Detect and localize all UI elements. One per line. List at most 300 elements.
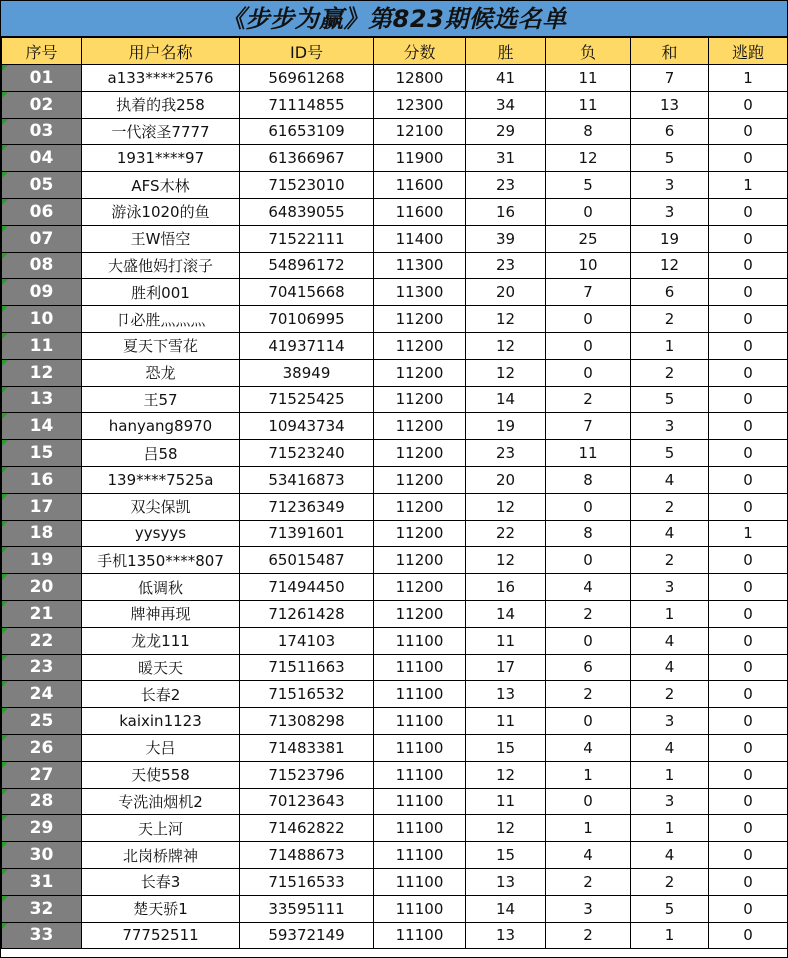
row-index: 09 <box>2 279 82 306</box>
row-index: 12 <box>2 359 82 386</box>
row-score: 11100 <box>374 708 466 735</box>
row-id: 71523240 <box>240 440 374 467</box>
row-wins: 23 <box>466 440 546 467</box>
table-row <box>2 252 788 279</box>
row-wins: 12 <box>466 493 546 520</box>
row-losses: 0 <box>546 493 631 520</box>
row-draws: 4 <box>631 654 709 681</box>
table-row <box>2 306 788 333</box>
row-score: 11100 <box>374 654 466 681</box>
row-wins: 16 <box>466 574 546 601</box>
row-index: 29 <box>2 815 82 842</box>
row-index: 18 <box>2 520 82 547</box>
row-escapes: 0 <box>709 922 788 949</box>
row-index: 16 <box>2 466 82 493</box>
row-id: 64839055 <box>240 198 374 225</box>
row-draws: 5 <box>631 386 709 413</box>
row-draws: 5 <box>631 895 709 922</box>
row-draws: 12 <box>631 252 709 279</box>
row-score: 11200 <box>374 466 466 493</box>
row-id: 174103 <box>240 627 374 654</box>
row-score: 11200 <box>374 600 466 627</box>
row-losses: 8 <box>546 466 631 493</box>
row-score: 11100 <box>374 842 466 869</box>
row-index: 27 <box>2 761 82 788</box>
row-index: 31 <box>2 868 82 895</box>
row-escapes: 1 <box>709 172 788 199</box>
row-index: 01 <box>2 65 82 92</box>
row-id: 65015487 <box>240 547 374 574</box>
row-draws: 1 <box>631 332 709 359</box>
row-index: 14 <box>2 413 82 440</box>
row-wins: 12 <box>466 815 546 842</box>
row-username: kaixin1123 <box>82 708 240 735</box>
row-losses: 2 <box>546 922 631 949</box>
header-losses: 负 <box>546 38 631 65</box>
row-index: 26 <box>2 734 82 761</box>
row-draws: 19 <box>631 225 709 252</box>
row-losses: 4 <box>546 734 631 761</box>
row-losses: 1 <box>546 761 631 788</box>
row-index: 17 <box>2 493 82 520</box>
row-score: 11200 <box>374 359 466 386</box>
row-escapes: 0 <box>709 681 788 708</box>
row-score: 11300 <box>374 279 466 306</box>
row-draws: 1 <box>631 815 709 842</box>
row-index: 08 <box>2 252 82 279</box>
row-draws: 2 <box>631 547 709 574</box>
row-username: 大吕 <box>82 734 240 761</box>
table-row <box>2 788 788 815</box>
row-losses: 2 <box>546 681 631 708</box>
row-escapes: 0 <box>709 734 788 761</box>
row-losses: 8 <box>546 118 631 145</box>
row-score: 11100 <box>374 761 466 788</box>
row-id: 54896172 <box>240 252 374 279</box>
sheet-title: 《步步为赢》第823期候选名单 <box>1 1 787 37</box>
row-id: 71462822 <box>240 815 374 842</box>
table-row <box>2 761 788 788</box>
row-username: 手机1350****807 <box>82 547 240 574</box>
row-draws: 7 <box>631 65 709 92</box>
table-row <box>2 386 788 413</box>
table-row <box>2 681 788 708</box>
row-escapes: 1 <box>709 65 788 92</box>
row-escapes: 0 <box>709 788 788 815</box>
table-row <box>2 279 788 306</box>
row-wins: 11 <box>466 788 546 815</box>
row-draws: 1 <box>631 922 709 949</box>
table-row <box>2 225 788 252</box>
row-wins: 12 <box>466 332 546 359</box>
row-username: yysyys <box>82 520 240 547</box>
row-draws: 3 <box>631 788 709 815</box>
header-draws: 和 <box>631 38 709 65</box>
row-index: 21 <box>2 600 82 627</box>
table-row <box>2 627 788 654</box>
row-losses: 12 <box>546 145 631 172</box>
table-row <box>2 359 788 386</box>
row-id: 71483381 <box>240 734 374 761</box>
table-row <box>2 600 788 627</box>
row-score: 11200 <box>374 547 466 574</box>
header-escapes: 逃跑 <box>709 38 788 65</box>
row-id: 41937114 <box>240 332 374 359</box>
row-username: 天使558 <box>82 761 240 788</box>
row-username: 北岗桥牌神 <box>82 842 240 869</box>
row-id: 71523796 <box>240 761 374 788</box>
row-username: 王57 <box>82 386 240 413</box>
row-id: 70415668 <box>240 279 374 306</box>
table-row <box>2 172 788 199</box>
row-draws: 13 <box>631 91 709 118</box>
row-username: 1931****97 <box>82 145 240 172</box>
row-draws: 5 <box>631 145 709 172</box>
row-score: 11100 <box>374 922 466 949</box>
row-index: 32 <box>2 895 82 922</box>
row-draws: 5 <box>631 440 709 467</box>
row-index: 13 <box>2 386 82 413</box>
table-row <box>2 440 788 467</box>
row-index: 10 <box>2 306 82 333</box>
row-escapes: 0 <box>709 145 788 172</box>
row-losses: 2 <box>546 868 631 895</box>
row-id: 71511663 <box>240 654 374 681</box>
row-username: 王W悟空 <box>82 225 240 252</box>
row-id: 71523010 <box>240 172 374 199</box>
row-id: 53416873 <box>240 466 374 493</box>
row-losses: 4 <box>546 842 631 869</box>
row-index: 30 <box>2 842 82 869</box>
row-losses: 11 <box>546 91 631 118</box>
row-losses: 0 <box>546 359 631 386</box>
row-wins: 13 <box>466 922 546 949</box>
row-escapes: 0 <box>709 574 788 601</box>
row-losses: 0 <box>546 788 631 815</box>
row-score: 11200 <box>374 520 466 547</box>
row-draws: 3 <box>631 172 709 199</box>
row-username: 游泳1020的鱼 <box>82 198 240 225</box>
row-id: 71494450 <box>240 574 374 601</box>
row-id: 71236349 <box>240 493 374 520</box>
table-row <box>2 65 788 92</box>
header-id: ID号 <box>240 38 374 65</box>
row-escapes: 0 <box>709 842 788 869</box>
row-index: 07 <box>2 225 82 252</box>
row-wins: 16 <box>466 198 546 225</box>
row-losses: 2 <box>546 386 631 413</box>
row-username: 一代滚圣7777 <box>82 118 240 145</box>
table-row <box>2 332 788 359</box>
candidate-table <box>1 37 788 949</box>
row-wins: 20 <box>466 279 546 306</box>
table-row <box>2 547 788 574</box>
row-index: 06 <box>2 198 82 225</box>
row-username: 胜利001 <box>82 279 240 306</box>
table-row <box>2 118 788 145</box>
row-id: 38949 <box>240 359 374 386</box>
row-username: 77752511 <box>82 922 240 949</box>
row-id: 61653109 <box>240 118 374 145</box>
row-score: 11100 <box>374 815 466 842</box>
row-score: 11100 <box>374 734 466 761</box>
row-escapes: 0 <box>709 895 788 922</box>
row-wins: 19 <box>466 413 546 440</box>
row-score: 11900 <box>374 145 466 172</box>
row-index: 05 <box>2 172 82 199</box>
row-index: 24 <box>2 681 82 708</box>
row-wins: 11 <box>466 708 546 735</box>
row-draws: 4 <box>631 842 709 869</box>
row-username: a133****2576 <box>82 65 240 92</box>
row-draws: 1 <box>631 761 709 788</box>
row-index: 23 <box>2 654 82 681</box>
row-escapes: 0 <box>709 466 788 493</box>
row-score: 12300 <box>374 91 466 118</box>
row-wins: 41 <box>466 65 546 92</box>
table-row <box>2 466 788 493</box>
row-index: 19 <box>2 547 82 574</box>
row-escapes: 0 <box>709 306 788 333</box>
table-row <box>2 574 788 601</box>
table-body <box>2 65 788 949</box>
row-escapes: 0 <box>709 225 788 252</box>
row-wins: 11 <box>466 627 546 654</box>
row-index: 04 <box>2 145 82 172</box>
row-wins: 20 <box>466 466 546 493</box>
row-draws: 2 <box>631 306 709 333</box>
row-username: 大盛他妈打滚子 <box>82 252 240 279</box>
row-username: 天上河 <box>82 815 240 842</box>
row-wins: 13 <box>466 868 546 895</box>
row-index: 11 <box>2 332 82 359</box>
table-row <box>2 493 788 520</box>
row-losses: 25 <box>546 225 631 252</box>
row-score: 11600 <box>374 172 466 199</box>
row-losses: 2 <box>546 600 631 627</box>
row-wins: 23 <box>466 172 546 199</box>
row-losses: 4 <box>546 574 631 601</box>
row-score: 11100 <box>374 895 466 922</box>
row-escapes: 0 <box>709 359 788 386</box>
row-id: 71261428 <box>240 600 374 627</box>
row-losses: 0 <box>546 708 631 735</box>
row-index: 15 <box>2 440 82 467</box>
row-id: 71488673 <box>240 842 374 869</box>
row-draws: 4 <box>631 466 709 493</box>
header-username: 用户名称 <box>82 38 240 65</box>
row-losses: 1 <box>546 815 631 842</box>
row-username: 专洗油烟机2 <box>82 788 240 815</box>
row-wins: 12 <box>466 547 546 574</box>
table-row <box>2 922 788 949</box>
row-wins: 12 <box>466 359 546 386</box>
row-wins: 22 <box>466 520 546 547</box>
row-losses: 11 <box>546 440 631 467</box>
row-wins: 34 <box>466 91 546 118</box>
row-draws: 1 <box>631 600 709 627</box>
row-score: 12800 <box>374 65 466 92</box>
row-id: 70123643 <box>240 788 374 815</box>
row-id: 71308298 <box>240 708 374 735</box>
row-wins: 29 <box>466 118 546 145</box>
row-username: 长春2 <box>82 681 240 708</box>
row-escapes: 0 <box>709 386 788 413</box>
table-row <box>2 91 788 118</box>
row-escapes: 0 <box>709 252 788 279</box>
row-id: 59372149 <box>240 922 374 949</box>
row-losses: 10 <box>546 252 631 279</box>
row-username: 暖天天 <box>82 654 240 681</box>
row-score: 11200 <box>374 440 466 467</box>
header-index: 序号 <box>2 38 82 65</box>
row-escapes: 0 <box>709 118 788 145</box>
row-username: 执着的我258 <box>82 91 240 118</box>
row-score: 11300 <box>374 252 466 279</box>
row-escapes: 0 <box>709 547 788 574</box>
row-losses: 0 <box>546 306 631 333</box>
row-losses: 0 <box>546 547 631 574</box>
row-score: 11200 <box>374 386 466 413</box>
row-score: 11400 <box>374 225 466 252</box>
row-username: 双尖保凯 <box>82 493 240 520</box>
row-id: 10943734 <box>240 413 374 440</box>
table-row <box>2 815 788 842</box>
row-escapes: 0 <box>709 654 788 681</box>
row-index: 25 <box>2 708 82 735</box>
row-draws: 3 <box>631 574 709 601</box>
row-losses: 0 <box>546 332 631 359</box>
row-index: 02 <box>2 91 82 118</box>
row-score: 11200 <box>374 332 466 359</box>
row-wins: 14 <box>466 386 546 413</box>
row-username: 夏天下雪花 <box>82 332 240 359</box>
header-wins: 胜 <box>466 38 546 65</box>
header-row <box>2 38 788 65</box>
row-wins: 13 <box>466 681 546 708</box>
row-wins: 31 <box>466 145 546 172</box>
row-escapes: 0 <box>709 440 788 467</box>
row-username: 139****7525a <box>82 466 240 493</box>
row-draws: 2 <box>631 359 709 386</box>
row-losses: 11 <box>546 65 631 92</box>
table-row <box>2 520 788 547</box>
row-escapes: 0 <box>709 91 788 118</box>
row-escapes: 0 <box>709 413 788 440</box>
row-id: 33595111 <box>240 895 374 922</box>
row-id: 71516533 <box>240 868 374 895</box>
row-draws: 2 <box>631 493 709 520</box>
row-username: hanyang8970 <box>82 413 240 440</box>
row-id: 71516532 <box>240 681 374 708</box>
row-losses: 8 <box>546 520 631 547</box>
row-wins: 12 <box>466 306 546 333</box>
row-score: 11100 <box>374 868 466 895</box>
row-id: 71391601 <box>240 520 374 547</box>
table-row <box>2 734 788 761</box>
row-draws: 6 <box>631 118 709 145</box>
table-row <box>2 413 788 440</box>
row-draws: 6 <box>631 279 709 306</box>
row-wins: 15 <box>466 734 546 761</box>
row-username: 楚天骄1 <box>82 895 240 922</box>
row-username: 龙龙111 <box>82 627 240 654</box>
table-row <box>2 868 788 895</box>
row-score: 11100 <box>374 788 466 815</box>
row-escapes: 0 <box>709 815 788 842</box>
row-score: 11200 <box>374 413 466 440</box>
row-score: 11200 <box>374 306 466 333</box>
row-escapes: 0 <box>709 627 788 654</box>
row-wins: 23 <box>466 252 546 279</box>
row-id: 71114855 <box>240 91 374 118</box>
row-losses: 6 <box>546 654 631 681</box>
row-escapes: 0 <box>709 332 788 359</box>
table-row <box>2 145 788 172</box>
table-row <box>2 708 788 735</box>
table-row <box>2 654 788 681</box>
row-losses: 7 <box>546 279 631 306</box>
row-draws: 3 <box>631 198 709 225</box>
row-score: 12100 <box>374 118 466 145</box>
row-index: 03 <box>2 118 82 145</box>
row-username: AFS木林 <box>82 172 240 199</box>
row-index: 22 <box>2 627 82 654</box>
row-score: 11200 <box>374 574 466 601</box>
row-username: 卩必胜灬灬灬 <box>82 306 240 333</box>
row-score: 11600 <box>374 198 466 225</box>
row-wins: 14 <box>466 895 546 922</box>
row-draws: 3 <box>631 708 709 735</box>
row-losses: 5 <box>546 172 631 199</box>
row-wins: 15 <box>466 842 546 869</box>
table-row <box>2 842 788 869</box>
row-draws: 2 <box>631 868 709 895</box>
table-row <box>2 198 788 225</box>
row-wins: 17 <box>466 654 546 681</box>
row-losses: 7 <box>546 413 631 440</box>
row-score: 11200 <box>374 493 466 520</box>
row-draws: 4 <box>631 627 709 654</box>
row-losses: 3 <box>546 895 631 922</box>
row-score: 11100 <box>374 627 466 654</box>
row-draws: 2 <box>631 681 709 708</box>
row-losses: 0 <box>546 198 631 225</box>
row-draws: 4 <box>631 734 709 761</box>
row-id: 70106995 <box>240 306 374 333</box>
row-escapes: 0 <box>709 198 788 225</box>
table-row <box>2 895 788 922</box>
row-wins: 39 <box>466 225 546 252</box>
row-index: 33 <box>2 922 82 949</box>
row-id: 71525425 <box>240 386 374 413</box>
row-username: 恐龙 <box>82 359 240 386</box>
row-id: 56961268 <box>240 65 374 92</box>
header-score: 分数 <box>374 38 466 65</box>
row-escapes: 0 <box>709 279 788 306</box>
row-index: 20 <box>2 574 82 601</box>
row-escapes: 0 <box>709 868 788 895</box>
row-escapes: 0 <box>709 493 788 520</box>
row-score: 11100 <box>374 681 466 708</box>
row-username: 吕58 <box>82 440 240 467</box>
row-escapes: 0 <box>709 708 788 735</box>
row-username: 低调秋 <box>82 574 240 601</box>
row-wins: 12 <box>466 761 546 788</box>
row-wins: 14 <box>466 600 546 627</box>
row-id: 61366967 <box>240 145 374 172</box>
row-escapes: 0 <box>709 761 788 788</box>
